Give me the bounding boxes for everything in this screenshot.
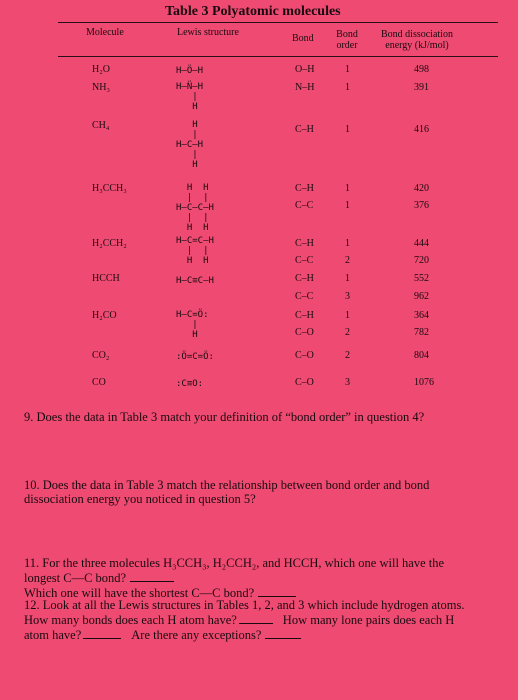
bond-order: 1	[345, 183, 350, 194]
lewis-structure: :C≡O:	[176, 379, 204, 389]
answer-blank-exceptions[interactable]	[265, 627, 301, 639]
table-title: Table 3 Polyatomic molecules	[165, 4, 341, 19]
answer-blank-shortest[interactable]	[258, 585, 296, 597]
bond-order: 1	[345, 124, 350, 135]
dissociation-energy: 444	[414, 238, 429, 249]
lewis-structure: H | H–C–H | H	[176, 120, 204, 170]
lewis-structure: H–C≡C–H	[176, 276, 214, 286]
molecule-name: CO	[92, 377, 106, 388]
header-bond: Bond	[292, 33, 314, 44]
table-header-rule	[58, 56, 498, 57]
bond-type: C–O	[295, 350, 314, 361]
answer-blank-longest[interactable]	[130, 570, 174, 582]
bond-type: C–O	[295, 377, 314, 388]
lewis-structure: H–C=C–H | | H H	[176, 236, 214, 266]
bond-order: 1	[345, 273, 350, 284]
lewis-structure: H H | | H–C–C–H | | H H	[176, 183, 214, 233]
question-12-line-3b: Are there any exceptions?	[131, 628, 262, 642]
question-10-line-2: dissociation energy you noticed in question 5?	[24, 492, 256, 506]
answer-blank-bonds[interactable]	[239, 612, 273, 624]
lewis-structure: H–Ö–H	[176, 66, 204, 76]
header-energy: Bond dissociation energy (kJ/mol)	[381, 29, 453, 51]
question-11	[24, 556, 444, 600]
bond-order: 1	[345, 200, 350, 211]
question-11-line-3: Which one will have the shortest C—C bond?	[24, 586, 255, 600]
lewis-structure: H–C=Ö: | H	[176, 310, 209, 340]
dissociation-energy: 552	[414, 273, 429, 284]
bond-order: 3	[345, 377, 350, 388]
question-11-line-1: 11. For the three molecules H₃CCH₃, H₂CCH₂, and HCCH, which one will have the	[24, 556, 445, 570]
header-molecule: Molecule	[86, 27, 124, 38]
question-12	[24, 598, 464, 642]
bond-type: C–H	[295, 183, 314, 194]
question-12-line-1: 12. Look at all the Lewis structures in Tables 1, 2, and 3 which include hydrogen atoms.	[24, 598, 465, 612]
dissociation-energy: 420	[414, 183, 429, 194]
bond-type: C–C	[295, 291, 314, 302]
bond-order: 1	[345, 64, 350, 75]
dissociation-energy: 416	[414, 124, 429, 135]
bond-type: O–H	[295, 64, 315, 75]
dissociation-energy: 1076	[414, 377, 434, 388]
table-top-rule	[58, 22, 498, 23]
molecule-name: CH₄	[92, 120, 110, 131]
question-11-line-2: longest C—C bond?	[24, 571, 127, 585]
bond-order: 1	[345, 238, 350, 249]
bond-type: C–O	[295, 327, 314, 338]
bond-type: C–H	[295, 124, 314, 135]
dissociation-energy: 720	[414, 255, 429, 266]
dissociation-energy: 782	[414, 327, 429, 338]
bond-order: 2	[345, 255, 350, 266]
bond-order: 3	[345, 291, 350, 302]
question-12-line-3a: atom have?	[24, 628, 82, 642]
molecule-name: H₂CCH₂	[92, 238, 127, 249]
bond-order: 1	[345, 310, 350, 321]
header-bond-order: Bond order	[336, 29, 358, 51]
molecule-name: NH₃	[92, 82, 110, 93]
dissociation-energy: 376	[414, 200, 429, 211]
question-12-line-2b: How many lone pairs does each H	[282, 613, 455, 627]
molecule-name: H₂CO	[92, 310, 117, 321]
dissociation-energy: 804	[414, 350, 429, 361]
bond-type: N–H	[295, 82, 315, 93]
question-10	[24, 478, 429, 506]
lewis-structure: H–N̈–H | H	[176, 82, 204, 112]
question-10-line-1: 10. Does the data in Table 3 match the relationship between bond order and bond	[24, 478, 430, 492]
bond-type: C–H	[295, 273, 314, 284]
bond-type: C–H	[295, 310, 314, 321]
bond-order: 2	[345, 350, 350, 361]
bond-type: C–C	[295, 200, 314, 211]
molecule-name: HCCH	[92, 273, 120, 284]
dissociation-energy: 391	[414, 82, 429, 93]
molecule-name: CO₂	[92, 350, 110, 361]
bond-type: C–C	[295, 255, 314, 266]
molecule-name: H₃CCH₃	[92, 183, 127, 194]
dissociation-energy: 962	[414, 291, 429, 302]
lewis-structure: :Ö=C=Ö:	[176, 352, 214, 362]
dissociation-energy: 364	[414, 310, 429, 321]
question-12-line-2a: How many bonds does each H atom have?	[24, 613, 237, 627]
molecule-name: H₂O	[92, 64, 110, 75]
bond-order: 2	[345, 327, 350, 338]
dissociation-energy: 498	[414, 64, 429, 75]
question-9: 9. Does the data in Table 3 match your definition of “bond order” in question 4?	[24, 410, 425, 424]
answer-blank-lone-pairs[interactable]	[83, 627, 121, 639]
bond-type: C–H	[295, 238, 314, 249]
bond-order: 1	[345, 82, 350, 93]
header-lewis: Lewis structure	[177, 27, 239, 38]
